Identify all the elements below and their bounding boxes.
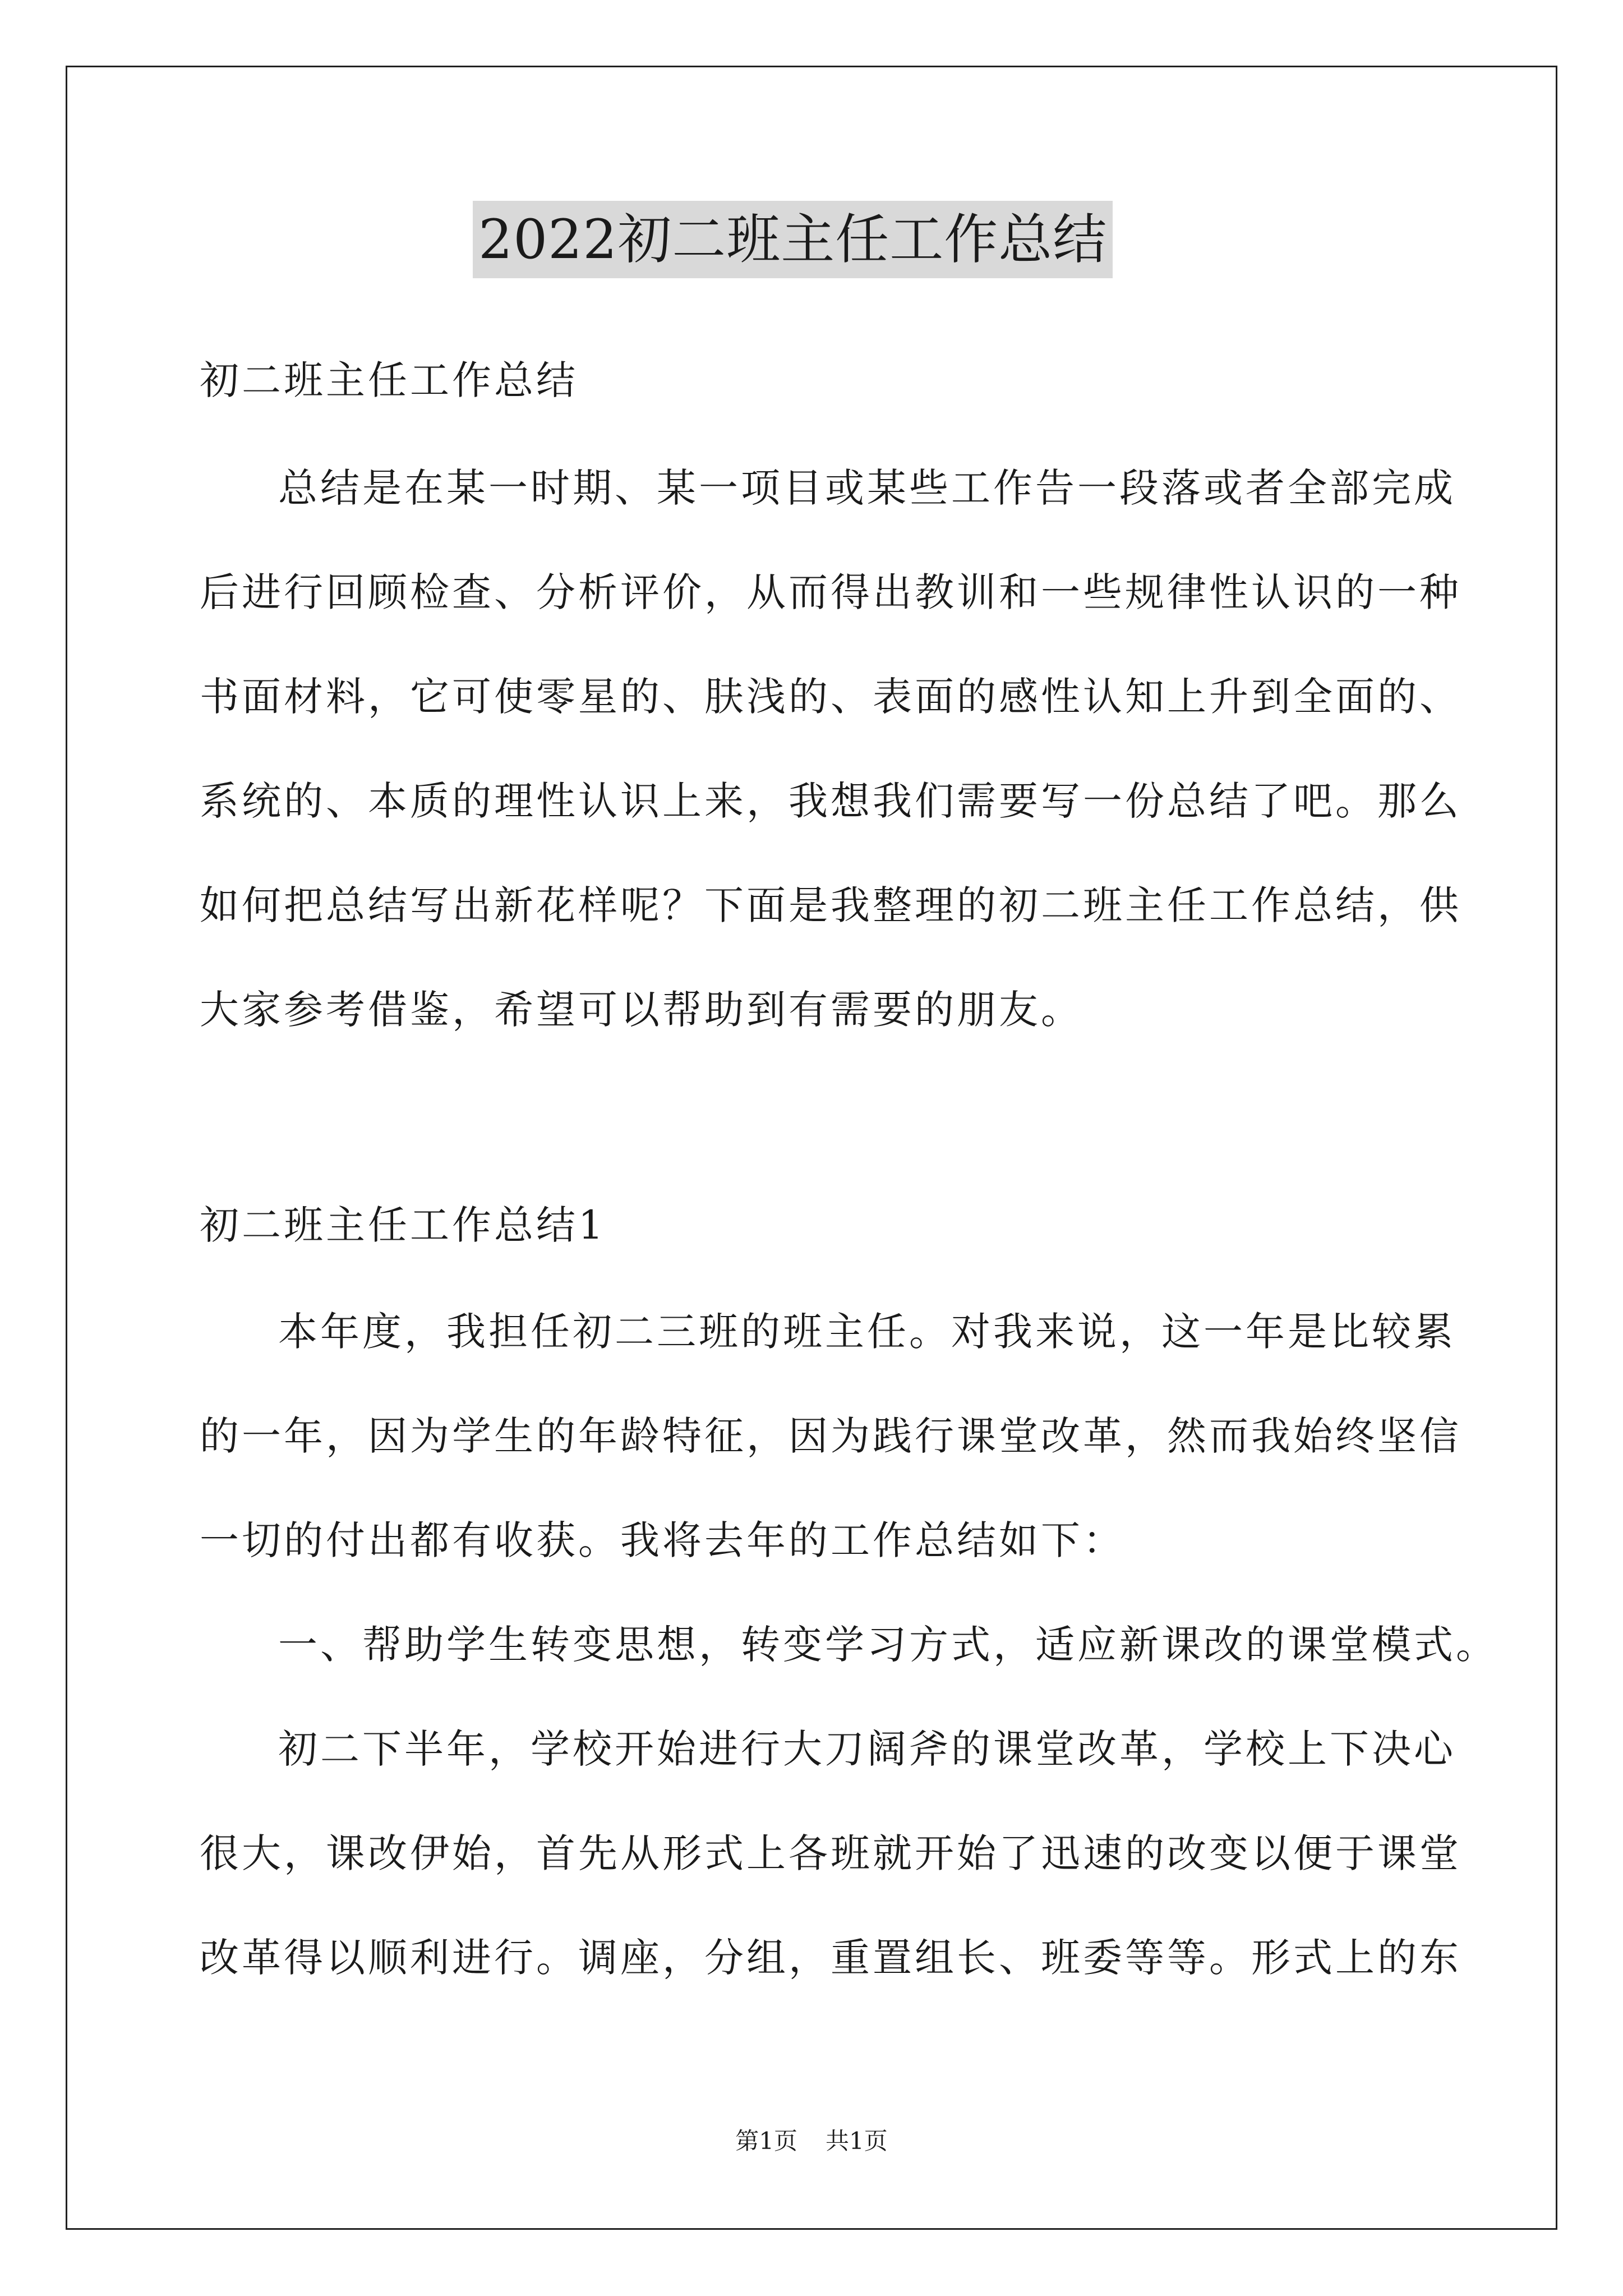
paragraph-line: 后进行回顾检查、分析评价，从而得出教训和一些规律性认识的一种 xyxy=(200,569,1461,615)
page-number: 第1页 xyxy=(735,2127,797,2155)
page-total: 共1页 xyxy=(826,2127,888,2155)
paragraph-line: 初二下半年，学校开始进行大刀阔斧的课堂改革，学校上下决心 xyxy=(278,1726,1456,1772)
paragraph-line: 一、帮助学生转变思想，转变学习方式，适应新课改的课堂模式。 xyxy=(278,1622,1498,1668)
document-subtitle: 初二班主任工作总结 xyxy=(200,357,578,403)
section-heading: 初二班主任工作总结1 xyxy=(200,1202,606,1248)
paragraph-line: 改革得以顺利进行。调座，分组，重置组长、班委等等。形式上的东 xyxy=(200,1935,1461,1981)
paragraph-line: 系统的、本质的理性认识上来，我想我们需要写一份总结了吧。那么 xyxy=(200,778,1461,824)
paragraph-line: 的一年，因为学生的年龄特征，因为践行课堂改革，然而我始终坚信 xyxy=(200,1413,1461,1459)
paragraph-line: 书面材料，它可使零星的、肤浅的、表面的感性认知上升到全面的、 xyxy=(200,674,1461,720)
document-title: 2022初二班主任工作总结 xyxy=(473,201,1113,278)
paragraph-line: 本年度，我担任初二三班的班主任。对我来说，这一年是比较累 xyxy=(278,1309,1456,1355)
paragraph-line: 如何把总结写出新花样呢？下面是我整理的初二班主任工作总结，供 xyxy=(200,882,1461,928)
paragraph-line: 一切的付出都有收获。我将去年的工作总结如下： xyxy=(200,1517,1125,1563)
paragraph-line: 大家参考借鉴，希望可以帮助到有需要的朋友。 xyxy=(200,987,1083,1033)
page-footer xyxy=(0,2124,1623,2158)
paragraph-line: 总结是在某一时期、某一项目或某些工作告一段落或者全部完成 xyxy=(278,465,1456,511)
paragraph-line: 很大，课改伊始，首先从形式上各班就开始了迅速的改变以便于课堂 xyxy=(200,1830,1461,1876)
